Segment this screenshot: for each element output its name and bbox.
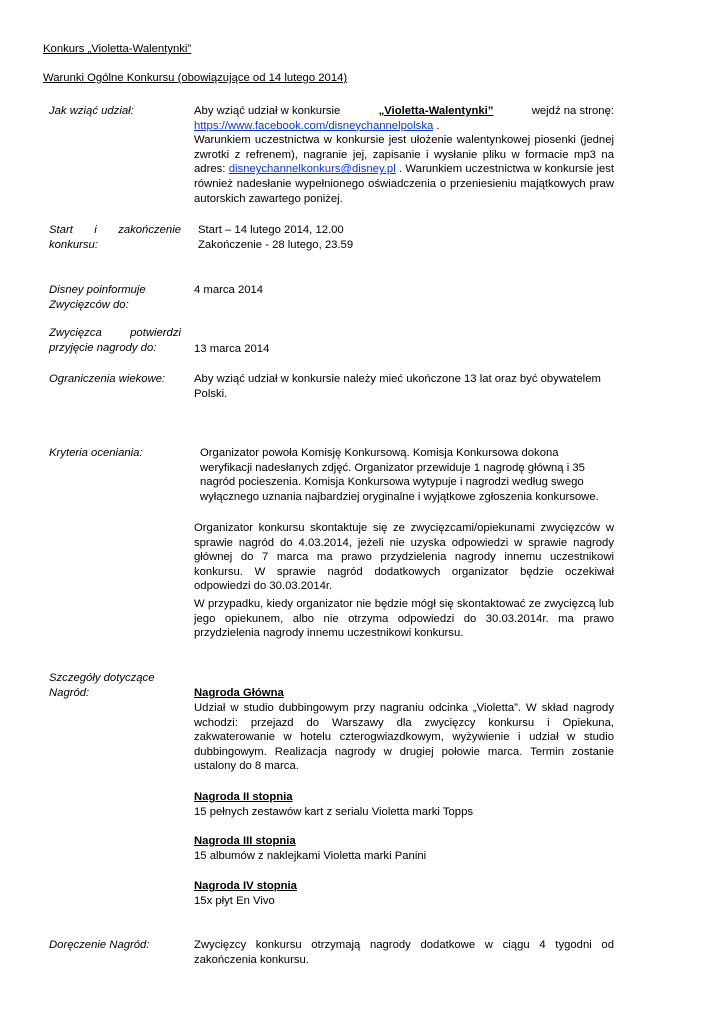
third-prize-text: 15 albumów z naklejkami Violetta marki Panini: [194, 850, 427, 862]
participation-label: Jak wziąć udział:: [49, 105, 134, 117]
age-label: Ograniczenia wiekowe:: [49, 373, 166, 385]
prizes-label-line-1: Szczegóły dotyczące: [49, 672, 155, 684]
confirm-value: 13 marca 2014: [194, 343, 270, 355]
document-subtitle: Warunki Ogólne Konkursu (obowiązujące od 14 lutego 2014): [43, 72, 348, 84]
end-value: Zakończenie - 28 lutego, 23.59: [198, 239, 354, 251]
document-title: Konkurs „Violetta-Walentynki”: [43, 43, 192, 55]
participation-text-4: . Warunkiem uczestnictwa w konkursie jest również nadesłanie wypełnionego oświadczenia o przeniesieniu majątkowych praw autorskich zawartego poniżej.: [194, 163, 615, 205]
participation-block: [194, 104, 614, 206]
fourth-prize-title: Nagroda IV stopnia: [194, 880, 297, 892]
participation-text-2: wejdź na stronę:: [531, 105, 614, 117]
link-period: .: [436, 119, 440, 132]
prizes-label-line-2: Nagród:: [49, 687, 90, 699]
criteria-paragraph-2: Organizator konkursu skontaktuje się ze zwycięzcami/opiekunami zwycięzców w sprawie nagród do 4.03.2014, jeżeli nie uzyska odpowiedzi w sprawie nagrody głównej do 7 marca ma prawo przydzielenia nagrody innemu uczestnikowi konkursu. W sprawie nagród dodatkowych organizator będzie oczekiwał odpowiedzi do 30.03.2014r.: [194, 522, 614, 593]
participation-text-3: Warunkiem uczestnictwa w konkursie jest ułożenie walentynkowej piosenki (jednej zwrotki z refrenem), nagranie jej, zapisanie i wysłanie pliku w formacie mp3 na adres:: [194, 134, 614, 176]
facebook-link[interactable]: https://www.facebook.com/disneychannelpolska: [194, 119, 434, 132]
delivery-value: Zwycięzcy konkursu otrzymają nagrody dodatkowe w ciągu 4 tygodni od zakończenia konkursu.: [194, 939, 614, 966]
participation-text-1: Aby wziąć udział w konkursie: [194, 105, 341, 117]
third-prize-title: Nagroda III stopnia: [194, 835, 296, 847]
start-end-label-text: Start i zakończenie konkursu:: [49, 224, 181, 251]
criteria-label: Kryteria oceniania:: [49, 447, 143, 459]
main-prize-title: Nagroda Główna: [194, 687, 284, 699]
criteria-paragraph-1: Organizator powoła Komisję Konkursową. Komisja Konkursowa dokona weryfikacji nadesłanych zdjęć. Organizator przewiduje 1 nagrodę główną i 35 nagród pocieszenia. Komisja Konkursowa wytypuje i nagrodzi według swego wyłącznego uznania najbardziej oryginalne i wyjątkowe zgłoszenia konkursowe.: [200, 447, 599, 503]
announce-label: Disney poinformuje Zwycięzców do:: [49, 284, 146, 311]
email-link[interactable]: disneychannelkonkurs@disney.pl: [228, 163, 396, 176]
fourth-prize-text: 15x płyt En Vivo: [194, 895, 275, 907]
contest-name: „Violetta-Walentynki”: [378, 105, 494, 117]
start-end-label: [49, 223, 181, 252]
start-value: Start – 14 lutego 2014, 12.00: [198, 224, 344, 236]
main-prize-text: Udział w studio dubbingowym przy nagraniu odcinka „Violetta”. W skład nagrody wchodzi: przejazd do Warszawy dla zwycięzcy konkursu i Opiekuna, zakwaterowanie w hotelu czterogwiazdkowym, wyżywienie i udział w studio dubbingowym. Realizacja nagrody w drugiej połowie marca. Termin zostanie ustalony do 8 marca.: [194, 702, 614, 773]
confirm-label: Zwycięzca potwierdzi przyjęcie nagrody do:: [49, 327, 181, 354]
delivery-label: Doręczenie Nagród:: [49, 939, 150, 951]
criteria-paragraph-3: W przypadku, kiedy organizator nie będzie mógł się skontaktować ze zwycięzcą lub jego opiekunem, albo nie otrzyma odpowiedzi do 30.03.2014r. ma prawo przydzielenia nagrody innemu uczestnikowi konkursu.: [194, 598, 614, 640]
second-prize-title: Nagroda II stopnia: [194, 791, 293, 803]
age-value: Aby wziąć udział w konkursie należy mieć ukończone 13 lat oraz być obywatelem Polski.: [194, 373, 601, 400]
second-prize-text: 15 pełnych zestawów kart z serialu Violetta marki Topps: [194, 806, 474, 818]
announce-value: 4 marca 2014: [194, 284, 264, 296]
